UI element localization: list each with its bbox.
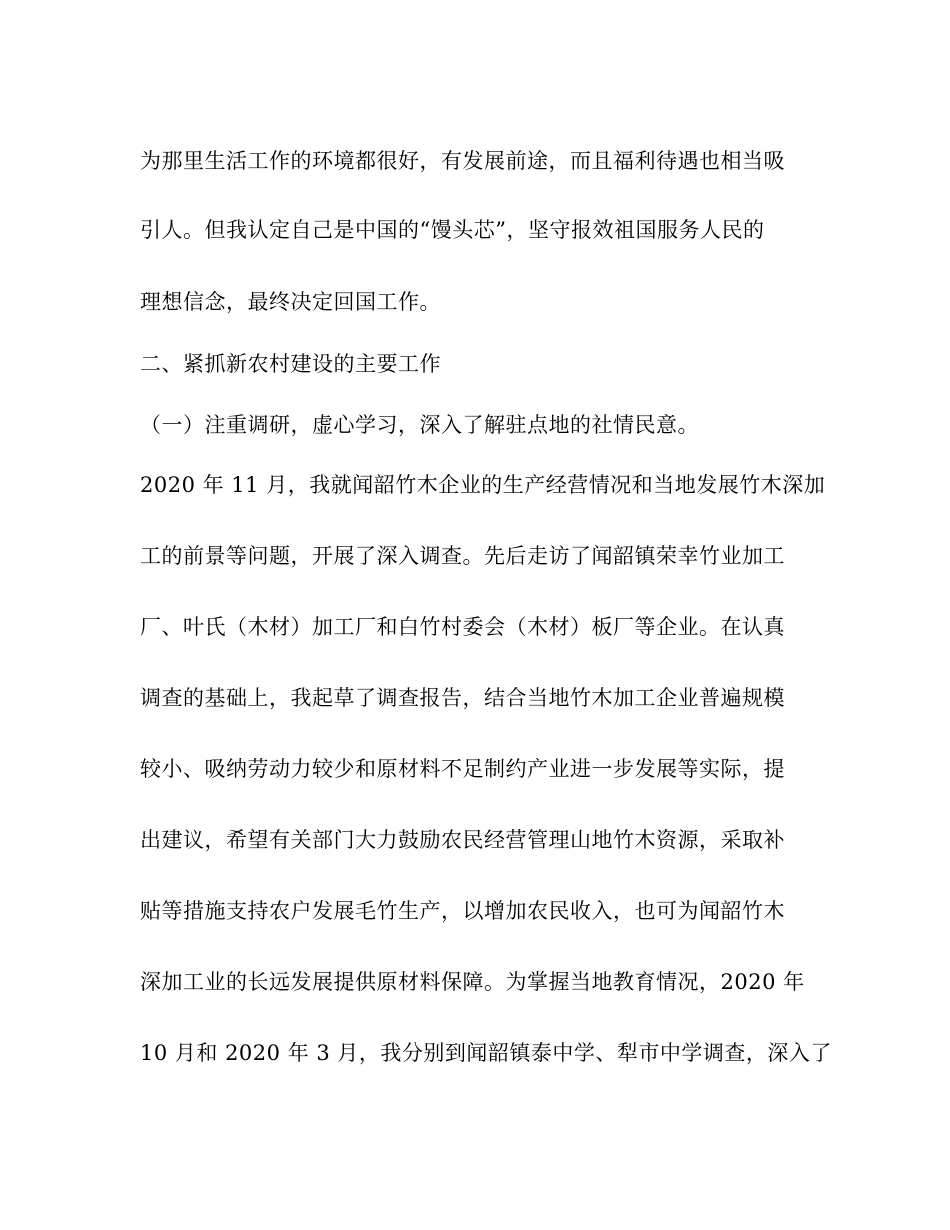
body-text-line: 厂、叶氏（木材）加工厂和白竹村委会（木材）板厂等企业。在认真 (140, 615, 785, 639)
section-heading: 二、紧抓新农村建设的主要工作 (140, 352, 441, 376)
body-text-line: 工的前景等问题，开展了深入调查。先后走访了闻韶镇荣幸竹业加工 (140, 544, 785, 568)
body-text-line: 较小、吸纳劳动力较少和原材料不足制约产业进一步发展等实际，提 (140, 757, 785, 781)
subsection-heading: （一）注重调研，虚心学习，深入了解驻点地的社情民意。 (140, 413, 699, 437)
body-text-line: 2020 年 11 月，我就闻韶竹木企业的生产经营情况和当地发展竹木深加 (140, 473, 826, 497)
body-text-line: 10 月和 2020 年 3 月，我分别到闻韶镇泰中学、犁市中学调查，深入了 (140, 1041, 832, 1065)
body-text-line: 调查的基础上，我起草了调查报告，结合当地竹木加工企业普遍规模 (140, 686, 785, 710)
body-text-line: 出建议，希望有关部门大力鼓励农民经营管理山地竹木资源，采取补 (140, 828, 785, 852)
body-text-line: 为那里生活工作的环境都很好，有发展前途，而且福利待遇也相当吸 (140, 149, 785, 173)
body-text-line: 深加工业的长远发展提供原材料保障。为掌握当地教育情况，2020 年 (140, 970, 805, 994)
body-text-line: 贴等措施支持农户发展毛竹生产，以增加农民收入，也可为闻韶竹木 (140, 899, 785, 923)
body-text-line: 引人。但我认定自己是中国的“馒头芯”，坚守报效祖国服务人民的 (140, 218, 765, 242)
body-text-line: 理想信念，最终决定回国工作。 (140, 290, 441, 314)
